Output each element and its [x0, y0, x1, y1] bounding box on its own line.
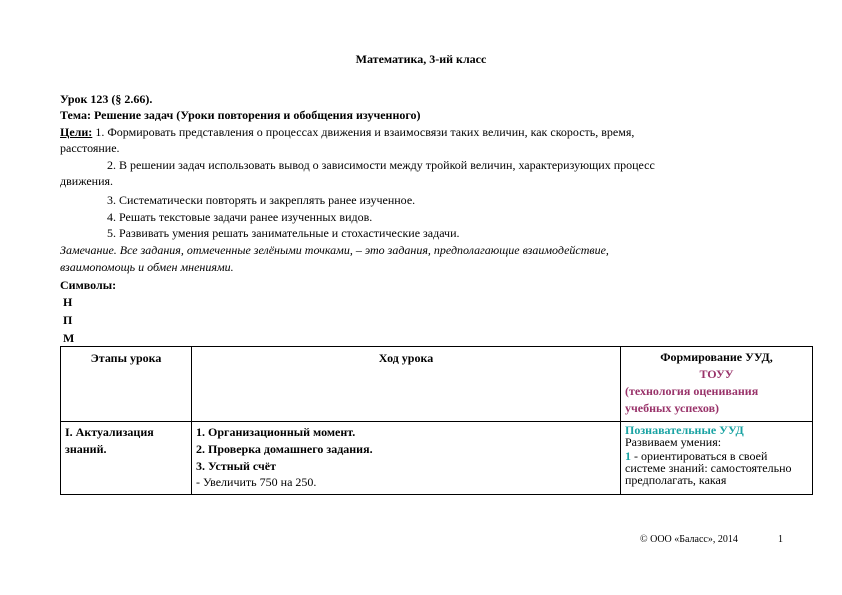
- uud-title: Познавательные УУД: [625, 423, 744, 437]
- header-progress: [192, 347, 621, 422]
- stage-line-1: I. Актуализация: [65, 425, 154, 439]
- uud-cell: [621, 422, 813, 495]
- progress-cell: [192, 422, 621, 495]
- header-uud-line-3: (технология оценивания: [625, 384, 759, 398]
- page-number: 1: [778, 534, 783, 545]
- note-line-1: Замечание. Все задания, отмеченные зелёными точками, – это задания, предполагающие взаимодействие,: [60, 243, 609, 257]
- symbol-p: П: [63, 313, 73, 327]
- step-org-moment: 1. Организационный момент.: [196, 425, 356, 439]
- uud-text-1: - ориентироваться в своей: [631, 449, 768, 463]
- header-stages: [61, 347, 192, 422]
- header-uud-line-1: Формирование УУД,: [660, 350, 773, 364]
- goal-2-line-2: движения.: [60, 174, 114, 188]
- topic-text: Решение задач (Уроки повторения и обобщения изученного): [90, 108, 421, 122]
- topic-label: Тема:: [60, 108, 91, 122]
- goal-5: 5. Развивать умения решать занимательные и стохастические задачи.: [107, 226, 460, 240]
- header-uud: [621, 347, 813, 422]
- goal-3: 3. Систематически повторять и закреплять ранее изученное.: [107, 193, 416, 207]
- lesson-topic: [60, 108, 421, 122]
- header-progress-label: Ход урока: [378, 351, 434, 365]
- goals-label: Цели:: [60, 125, 93, 139]
- lesson-number: Урок 123 (§ 2.66).: [60, 92, 153, 106]
- goal-4: 4. Решать текстовые задачи ранее изученных видов.: [107, 210, 373, 224]
- stage-cell: [61, 422, 192, 495]
- symbol-n: Н: [63, 295, 73, 309]
- uud-develop: Развиваем умения:: [625, 435, 722, 449]
- step-homework: 2. Проверка домашнего задания.: [196, 442, 373, 456]
- document-title: Математика, 3-ий класс: [355, 52, 487, 66]
- table-row: [61, 422, 813, 495]
- step-oral-count: 3. Устный счёт: [196, 459, 277, 473]
- table-header-row: [61, 347, 813, 422]
- stage-line-2: знаний.: [65, 442, 107, 456]
- note-line-2: взаимопомощь и обмен мнениями.: [60, 260, 234, 274]
- goal-1-line-1: [60, 125, 634, 139]
- header-stages-label: Этапы урока: [90, 351, 162, 365]
- goal-1-line-2: расстояние.: [60, 141, 120, 155]
- header-uud-toyy: ТОУУ: [699, 367, 734, 381]
- uud-number: 1: [625, 449, 631, 463]
- uud-line-2: системе знаний: самостоятельно: [625, 461, 792, 475]
- lesson-table: [60, 346, 813, 495]
- symbols-label: Символы:: [60, 278, 117, 292]
- goal-2-line-1: 2. В решении задач использовать вывод о зависимости между тройкой величин, характеризующих процесс: [107, 158, 655, 172]
- uud-line-3: предполагать, какая: [625, 473, 727, 487]
- goal-1-text: 1. Формировать представления о процессах движения и взаимосвязи таких величин, как скорость, время,: [92, 125, 635, 139]
- header-uud-line-4: учебных успехов): [625, 401, 720, 415]
- copyright: © ООО «Баласс», 2014: [640, 534, 738, 545]
- task-increase: - Увеличить 750 на 250.: [196, 475, 317, 489]
- symbol-m: М: [63, 331, 75, 345]
